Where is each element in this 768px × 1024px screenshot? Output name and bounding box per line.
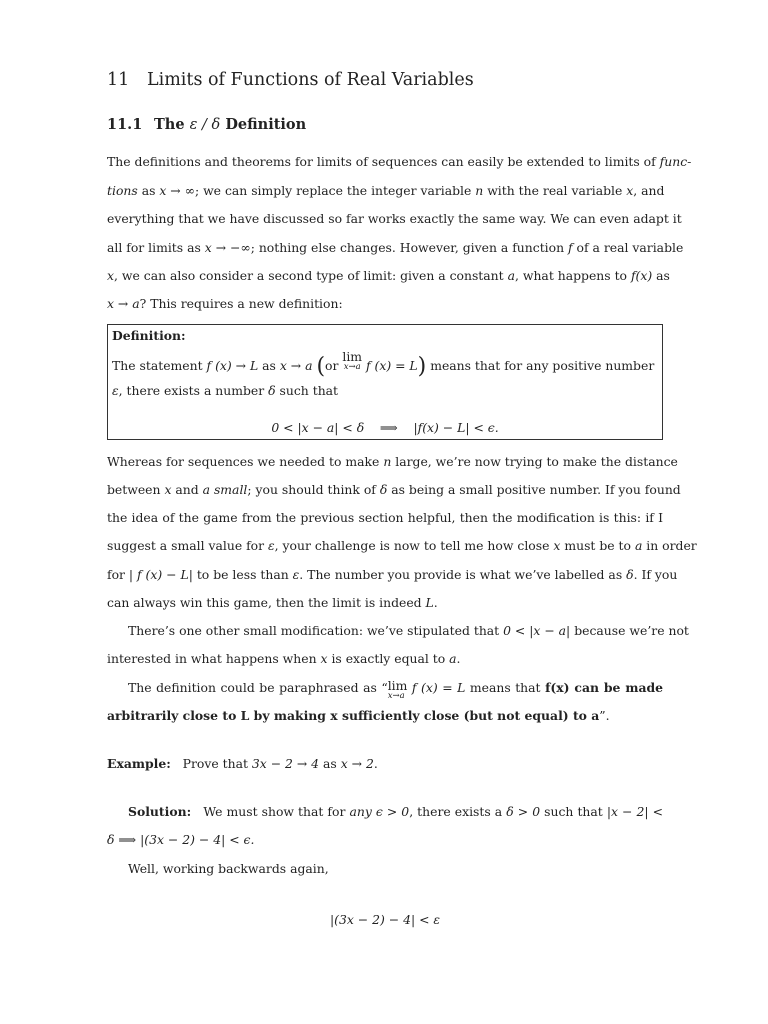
section-number: 11 [107,70,130,90]
definition-heading: Definition: [112,328,186,343]
subsection-heading: 11.1 The ε / δ Definition [107,116,307,133]
example-label: Example: [107,756,171,771]
subsection-number: 11.1 [107,116,143,133]
example: Example: Prove that 3x − 2 → 4 as x → 2. [107,756,378,771]
intro-line-1: The definitions and theorems for limits of sequences can easily be extended to limits of func- [107,154,692,169]
section-heading [107,70,474,90]
section-title: Limits of Functions of Real Variables [147,70,474,90]
definition-line-1: The statement f (x) → L as x → a (or lim x→a f (x) = L) means that for any positive number [112,349,655,379]
body-line-6: can always win this game, then the limit is indeed L. [107,595,438,610]
body-line-10: arbitrarily close to L by making x sufficiently close (but not equal) to a”. [107,708,610,723]
body-line-1: Whereas for sequences we needed to make n large, we’re now trying to make the distance [107,454,678,469]
definition-box [107,324,663,440]
body-line-2: between x and a small; you should think of δ as being a small positive number. If you found [107,482,681,497]
body-line-9: The definition could be paraphrased as “lim x→a f (x) = L means that f(x) can be made [128,678,664,702]
definition-formula: 0 < |x − a| < δ ⟹ |f(x) − L| < ϵ. [271,420,499,435]
body-line-3: the idea of the game from the previous section helpful, then the modification is this: if I [107,510,663,525]
body-line-5: for | f (x) − L| to be less than ε. The number you provide is what we’ve labelled as δ. If you [107,567,678,582]
body-line-7: There’s one other small modification: we’ve stipulated that 0 < |x − a| because we’re not [128,623,689,638]
intro-line-6: x → a? This requires a new definition: [107,296,343,311]
solution-line-1: Solution: We must show that for any ϵ > 0, there exists a δ > 0 such that |x − 2| < [128,804,663,819]
intro-line-2: tions as x → ∞; we can simply replace the integer variable n with the real variable x, and [107,183,665,198]
intro-line-4: all for limits as x → −∞; nothing else changes. However, given a function f of a real variable [107,240,684,255]
solution-line-2: δ ⟹ |(3x − 2) − 4| < ϵ. [107,832,255,847]
solution-line-3: Well, working backwards again, [128,861,329,876]
solution-formula: |(3x − 2) − 4| < ε [329,912,441,927]
solution-label: Solution: [128,804,192,819]
epsilon-delta-symbol: ε / δ [189,117,221,133]
definition-line-2: ε, there exists a number δ such that [112,383,339,398]
intro-line-5: x, we can also consider a second type of limit: given a constant a, what happens to f(x) as [107,268,670,283]
intro-line-3: everything that we have discussed so far works exactly the same way. We can even adapt it [107,211,682,226]
body-line-8: interested in what happens when x is exactly equal to a. [107,651,461,666]
body-line-4: suggest a small value for ε, your challenge is now to tell me how close x must be to a in order [107,538,697,553]
